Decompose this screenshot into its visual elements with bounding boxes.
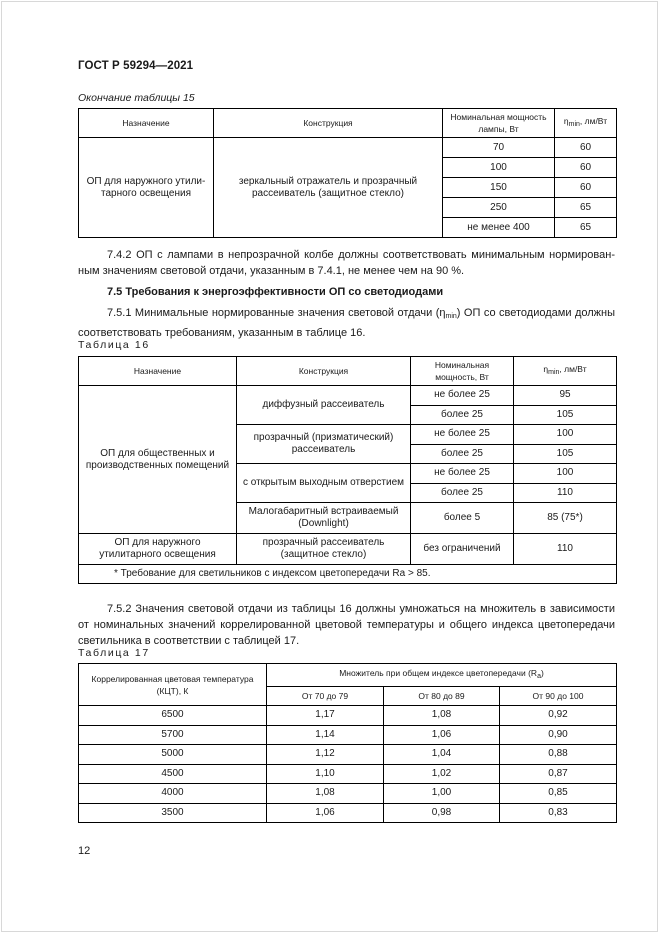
cell-multiplier: 0,83 [500,803,617,823]
cell-power: более 25 [411,483,514,503]
cell-power: 150 [443,178,555,198]
table-header-row [79,109,617,138]
cell-construction: прозрачный рассеиватель (защитное стекло) [237,534,411,565]
table-row [79,534,617,565]
cell-construction: с открытым выходным отверстием [237,464,411,503]
cell-efficacy: 60 [555,138,617,158]
cell-construction: зеркальный отражатель и прозрачный рассеиватель (защитное стекло) [214,138,443,238]
table-row [79,706,617,726]
header-construction: Конструкция [237,357,411,386]
cell-efficacy: 85 (75*) [514,503,617,534]
header-range-90-100: От 90 до 100 [500,687,617,706]
eta-symbol: η [543,364,549,374]
ra-subscript: a [537,673,541,680]
paragraph-7-5-2: 7.5.2 Значения световой отдачи из таблицы 16 должны умножаться на множитель в зависимости от номинальных значений коррелированной цветовой температуры и общего индекса цветопередачи светильника в соответствии с таблицей 17. [78,603,615,647]
table-footnote: * Требование для светильников с индексом цветопередачи Ra > 85. [79,565,617,584]
cell-efficacy: 100 [514,425,617,445]
section-heading-7-5: 7.5 Требования к энергоэффективности ОП со светодиодами [107,286,444,298]
cell-power: 100 [443,158,555,178]
cell-efficacy: 95 [514,386,617,406]
cell-cct: 3500 [79,803,267,823]
eta-subscript: min [445,313,457,320]
cell-power: не более 25 [411,464,514,484]
cell-multiplier: 0,85 [500,784,617,804]
header-power: Номинальная мощность лампы, Вт [443,109,555,138]
cell-power: не более 25 [411,386,514,406]
cell-construction: диффузный рассеиватель [237,386,411,425]
table-row [79,764,617,784]
cell-multiplier: 0,92 [500,706,617,726]
table17-caption: Таблица 17 [78,647,150,659]
header-range-70-79: От 70 до 79 [267,687,384,706]
cell-power: 70 [443,138,555,158]
header-cct: Коррелированная цветовая температура (КЦТ), К [79,664,267,706]
cell-multiplier: 0,90 [500,725,617,745]
table-row [79,745,617,765]
cell-efficacy: 110 [514,483,617,503]
header-purpose: Назначение [79,109,214,138]
cell-multiplier: 0,87 [500,764,617,784]
cell-construction: прозрачный (призматический) рассеиватель [237,425,411,464]
table-row [79,784,617,804]
cell-cct: 6500 [79,706,267,726]
eta-symbol: η [563,116,569,126]
cell-multiplier: 1,08 [384,706,500,726]
cell-purpose: ОП для общественных и производственных помещений [79,386,237,534]
table-header-row [79,357,617,386]
table-row [79,725,617,745]
header-power: Номинальная мощность, Вт [411,357,514,386]
cell-multiplier: 1,00 [384,784,500,804]
eta-subscript: min [568,121,580,128]
cell-efficacy: 60 [555,158,617,178]
cell-power: более 25 [411,405,514,425]
cell-power: не менее 400 [443,218,555,238]
efficacy-unit: , лм/Вт [579,116,608,126]
cell-power: не более 25 [411,425,514,445]
cell-cct: 5700 [79,725,267,745]
table-header-row [79,664,617,687]
efficacy-unit: , лм/Вт [559,364,587,374]
cell-power: 250 [443,198,555,218]
cell-power: более 5 [411,503,514,534]
cell-efficacy: 110 [514,534,617,565]
cell-purpose: ОП для наружного утилитарного освещения [79,534,237,565]
header-text: ) [540,668,544,678]
table-17 [78,663,617,823]
table-15 [78,108,617,238]
cell-efficacy: 65 [555,218,617,238]
header-multiplier [267,664,617,687]
cell-efficacy: 105 [514,405,617,425]
cell-construction: Малогабаритный встраиваемый (Downlight) [237,503,411,534]
paragraph-7-4-2: 7.4.2 ОП с лампами в непрозрачной колбе должны соответствовать минимальным нормирован-ным значениям световой отдачи, указанным в 7.4.1, не менее чем на 90 %. [78,249,615,277]
cell-cct: 4000 [79,784,267,804]
header-range-80-89: От 80 до 89 [384,687,500,706]
table-row [79,803,617,823]
table-row [79,138,617,158]
table-16 [78,356,617,584]
cell-multiplier: 1,10 [267,764,384,784]
cell-multiplier: 1,06 [384,725,500,745]
paragraph-7-5-1 [78,305,615,341]
cell-multiplier: 1,14 [267,725,384,745]
cell-power: без ограничений [411,534,514,565]
cell-efficacy: 105 [514,444,617,464]
document-header: ГОСТ Р 59294—2021 [78,60,194,72]
cell-purpose: ОП для наружного утили-тарного освещения [79,138,214,238]
cell-efficacy: 100 [514,464,617,484]
table15-caption: Окончание таблицы 15 [78,92,195,104]
cell-multiplier: 0,98 [384,803,500,823]
header-efficacy [514,357,617,386]
cell-multiplier: 1,08 [267,784,384,804]
header-construction: Конструкция [214,109,443,138]
cell-multiplier: 0,88 [500,745,617,765]
table-row [79,386,617,406]
header-purpose: Назначение [79,357,237,386]
paragraph-text: ) ОП со светодиодами должны соответствовать требованиям, указанным в таблице 16. [78,307,615,339]
header-efficacy [555,109,617,138]
header-text: Множитель при общем индексе цветопередачи (R [339,668,538,678]
cell-power: более 25 [411,444,514,464]
cell-multiplier: 1,06 [267,803,384,823]
cell-multiplier: 1,02 [384,764,500,784]
cell-efficacy: 60 [555,178,617,198]
cell-multiplier: 1,17 [267,706,384,726]
table16-caption: Таблица 16 [78,339,150,351]
paragraph-text: 7.5.1 Минимальные нормированные значения световой отдачи (η [107,307,446,319]
cell-multiplier: 1,04 [384,745,500,765]
cell-efficacy: 65 [555,198,617,218]
eta-subscript: min [548,369,560,376]
cell-cct: 5000 [79,745,267,765]
cell-multiplier: 1,12 [267,745,384,765]
table-footnote-row [79,565,617,584]
page-number: 12 [78,845,91,857]
cell-cct: 4500 [79,764,267,784]
